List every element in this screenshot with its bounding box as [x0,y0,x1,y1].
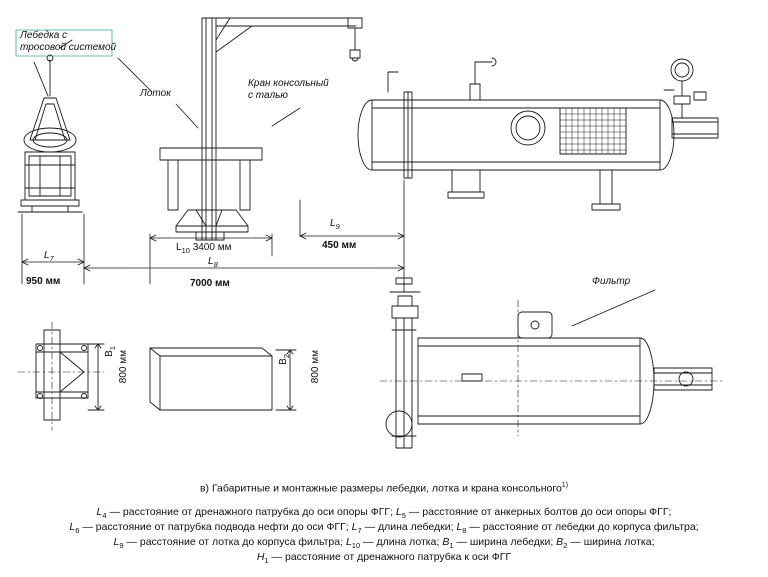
dim-L7-symbol: $L_7$ [44,250,54,263]
dim-L8-symbol: $L_8$ [208,256,218,269]
dim-L7-value: 950 мм [26,276,61,287]
dim-B1-symbol: $B_1$ [104,346,117,357]
filter-vessel-top-view [358,58,718,210]
dim-L8-value: 7000 мм [190,278,230,289]
crane-and-tray-assembly [160,18,362,240]
winch-end-view [18,322,104,430]
callout-winch: Лебедка с тросовой системой [20,30,117,53]
dim-L10: $L_{10}$ 3400 мм [176,242,232,255]
legend-line-2: $L_6$ — расстояние от патрубка подвода нефти до оси ФГГ; $L_7$ — длина лебедки; $L_8$ — расстояние от лебедки до корпуса фильтра; [69,521,699,536]
dim-B2-symbol: $B_2$ [278,354,291,365]
tray-end-view [150,348,296,410]
dim-L9-symbol: $L_9$ [330,218,340,231]
callout-tray: Лоток [140,88,171,99]
dim-L9-value: 450 мм [322,240,357,251]
dim-B2-value: 800 мм [310,350,321,384]
winch-assembly [18,55,82,212]
figure-caption: в) Габаритные и монтажные размеры лебедки, лотка и крана консольного$^{1)}$ [199,482,569,495]
dim-B1-value: 800 мм [118,350,129,384]
filter-side-view [380,278,724,448]
callout-filter: Фильтр [592,276,631,287]
callout-crane: Кран консольный с талью [248,78,329,101]
legend-line-3: $L_9$ — расстояние от лотка до корпуса фильтра; $L_{10}$ — длина лотка; $B_1$ — ширина лебедки; $B_2$ — ширина лотка; [113,536,655,551]
legend-line-1: $L_4$ — расстояние от дренажного патрубка до оси опоры ФГГ; $L_5$ — расстояние от анкерных болтов до оси опоры ФГГ; [96,506,672,521]
legend-line-4: $H_1$ — расстояние от дренажного патрубка к оси ФГГ [256,551,512,566]
